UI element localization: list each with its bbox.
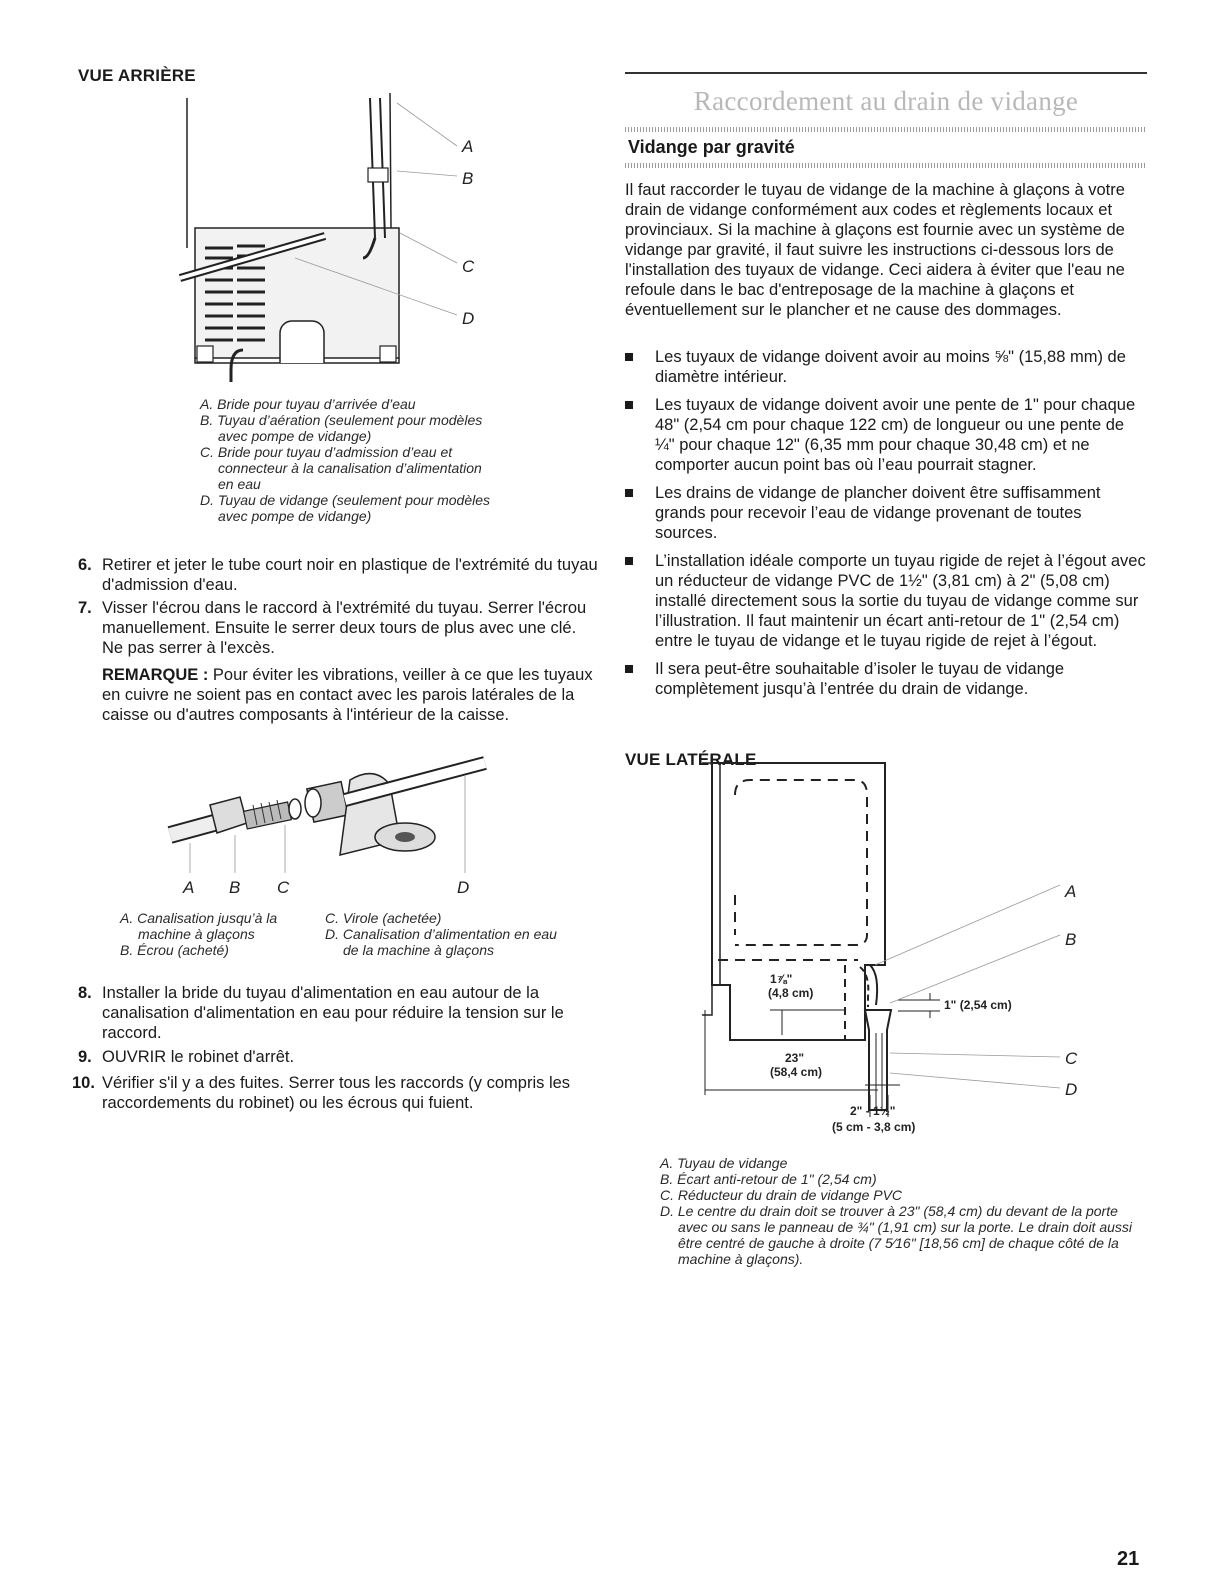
hatch-rule-bottom — [625, 163, 1147, 168]
caption-item: D. Tuyau de vidange (seulement pour modèles avec pompe de vidange) — [200, 492, 491, 524]
step-10 — [72, 1073, 598, 1113]
side-view-heading: VUE LATÉRALE — [625, 750, 757, 769]
dim-1-7-8: 1⅞" — [770, 972, 793, 986]
rear-view-illustration — [175, 88, 505, 388]
step-number: 7. — [78, 599, 92, 617]
side-label-d: D — [1065, 1080, 1078, 1099]
bullet-list — [625, 347, 1147, 707]
step-number: 9. — [78, 1048, 92, 1066]
section-rule — [625, 72, 1147, 74]
subsection-heading: Vidange par gravité — [628, 137, 795, 157]
remarque-text: Pour éviter les vibrations, veiller à ce que les tuyaux en cuivre ne soient pas en contact avec les parois latérales de la caisse ou d'autres composants à l'intérieur de la caisse. — [102, 666, 593, 724]
rear-label-d: D — [462, 309, 475, 328]
rear-label-b: B — [462, 169, 474, 188]
intro-paragraph: Il faut raccorder le tuyau de vidange de la machine à glaçons à votre drain de vidange conformément aux codes et règlements locaux et provinciaux. Si la machine à glaçons est fournie avec un système de vidange par gravité, il faut suivre les instructions ci-dessous lors de l'installation des tuyaux de vidange. Ceci aidera à éviter que l'eau ne refoule dans le bac d'entreposage de la machine à glaçons et éventuellement sur le plancher et ne cause des dommages. — [625, 181, 1125, 319]
step-text: Vérifier s'il y a des fuites. Serrer tous les raccords (y compris les raccordements du robinet) ou les écrous qui fuient. — [102, 1074, 571, 1112]
step-7 — [78, 598, 598, 658]
caption-item: B. Tuyau d’aération (seulement pour modèles avec pompe de vidange) — [200, 412, 483, 444]
section-title: Raccordement au drain de vidange — [693, 86, 1079, 116]
side-label-c: C — [1065, 1049, 1078, 1068]
caption-item: C. Bride pour tuyau d’admission d’eau et connecteur à la canalisation d’alimentation en eau — [200, 444, 482, 492]
caption-item: A. Bride pour tuyau d’arrivée d’eau — [200, 396, 416, 412]
caption-item: A. Tuyau de vidange — [660, 1155, 788, 1171]
step-number: 10. — [72, 1074, 95, 1092]
fitting-caption-col1 — [120, 910, 310, 958]
list-item: L’installation idéale comporte un tuyau rigide de rejet à l’égout avec un réducteur de vidange PVC de 1½" (3,81 cm) à 2" (5,08 cm) installé directement sous la sortie du tuyau de vidange comme sur l’illustration. Il faut maintenir un écart anti-retour de 1" (2,54 cm) entre le tuyau de vidange et le tuyau rigide de rejet à l’égout. — [625, 551, 1147, 651]
remarque-note — [78, 665, 598, 725]
side-label-a: A — [1065, 882, 1077, 901]
caption-item: D. Canalisation d’alimentation en eau de la machine à glaçons — [325, 926, 557, 958]
step-9 — [78, 1047, 598, 1067]
step-text: Installer la bride du tuyau d'alimentation en eau autour de la canalisation d'alimentation en eau pour réduire la tension sur le raccord. — [102, 984, 564, 1042]
rear-view-caption — [200, 396, 490, 524]
dim-23: 23" — [785, 1051, 805, 1065]
remarque-label: REMARQUE : — [102, 666, 209, 684]
fitting-label-d: D — [457, 878, 470, 897]
dim-23-cm: (58,4 cm) — [770, 1065, 823, 1079]
step-number: 6. — [78, 556, 92, 574]
caption-item: C. Virole (achetée) — [325, 910, 442, 926]
step-text: OUVRIR le robinet d'arrêt. — [102, 1048, 295, 1066]
step-6 — [78, 555, 598, 595]
rear-label-c: C — [462, 257, 475, 276]
dim-2-1-5-cm: (5 cm - 3,8 cm) — [832, 1120, 916, 1134]
rear-label-a: A — [462, 137, 474, 156]
step-8 — [78, 983, 598, 1043]
dim-1-7-8-cm: (4,8 cm) — [768, 986, 814, 1000]
fitting-caption-col2 — [325, 910, 565, 958]
list-item: Il sera peut-être souhaitable d’isoler le tuyau de vidange complètement jusqu’à l’entrée du drain de vidange. — [625, 659, 1147, 699]
dim-2-1-5: 2" - 1½" — [850, 1104, 896, 1118]
caption-item: D. Le centre du drain doit se trouver à 23" (58,4 cm) du devant de la porte avec ou sans le panneau de ¾" (1,91 cm) sur la porte. Le drain doit aussi être centré de gauche à droite (7 5⁄16" [18,56 cm] de chaque côté de la machine à glaçons). — [660, 1203, 1133, 1267]
side-view-illustration — [690, 755, 1090, 1140]
caption-item: B. Écart anti-retour de 1" (2,54 cm) — [660, 1171, 877, 1187]
step-text: Visser l'écrou dans le raccord à l'extrémité du tuyau. Serrer l'écrou manuellement. Ensuite le serrer deux tours de plus avec une clé. Ne pas serrer à l'excès. — [102, 599, 587, 657]
page-number: 21 — [1117, 1548, 1140, 1570]
dim-gap: 1" (2,54 cm) — [944, 998, 1012, 1012]
fitting-illustration — [165, 745, 505, 900]
hatch-rule-top — [625, 127, 1147, 132]
caption-item: A. Canalisation jusqu’à la machine à glaçons — [120, 910, 278, 942]
caption-item: C. Réducteur du drain de vidange PVC — [660, 1187, 903, 1203]
step-text: Retirer et jeter le tube court noir en plastique de l'extrémité du tuyau d'admission d'eau. — [102, 556, 598, 594]
list-item: Les tuyaux de vidange doivent avoir au moins ⅝" (15,88 mm) de diamètre intérieur. — [625, 347, 1147, 387]
rear-view-heading: VUE ARRIÈRE — [78, 66, 196, 85]
fitting-label-b: B — [229, 878, 241, 897]
step-number: 8. — [78, 984, 92, 1002]
list-item: Les drains de vidange de plancher doivent être suffisamment grands pour recevoir l’eau de vidange provenant de toutes sources. — [625, 483, 1147, 543]
fitting-label-c: C — [277, 878, 290, 897]
fitting-label-a: A — [183, 878, 195, 897]
list-item: Les tuyaux de vidange doivent avoir une pente de 1" pour chaque 48" (2,54 cm pour chaque 122 cm) de longueur ou une pente de ¼" pour chaque 12" (6,35 mm pour chaque 30,48 cm) et ne comporter aucun point bas où l’eau pourrait stagner. — [625, 395, 1147, 475]
side-label-b: B — [1065, 930, 1077, 949]
side-view-caption — [660, 1155, 1140, 1267]
caption-item: B. Écrou (acheté) — [120, 942, 229, 958]
